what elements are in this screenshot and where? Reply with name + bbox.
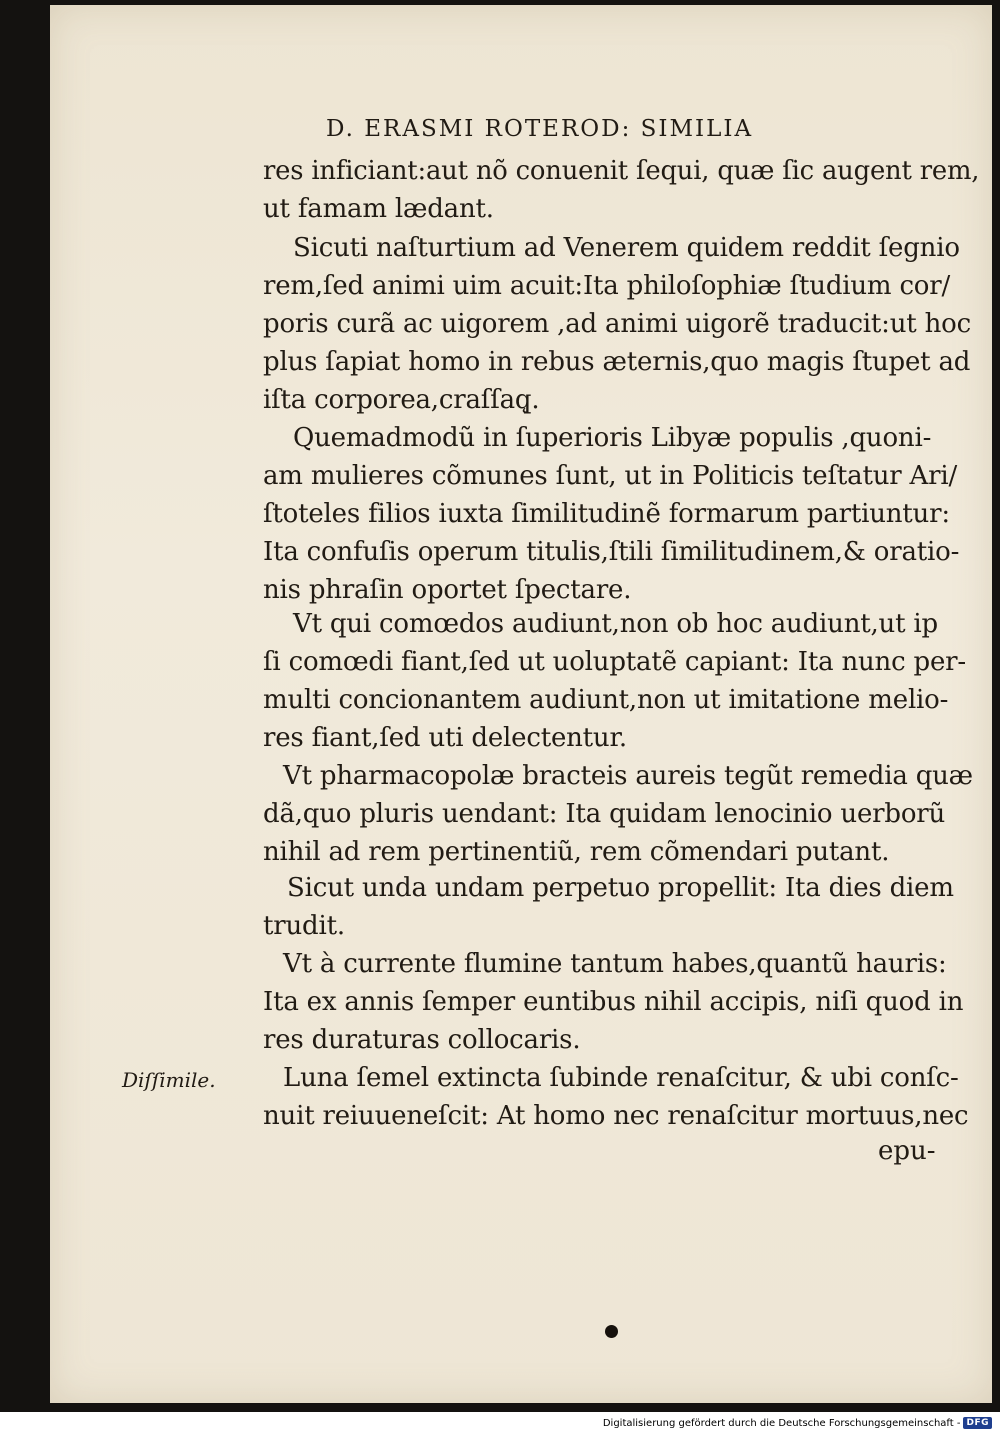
text-line: ſi comœdi fiant,ſed ut uoluptatẽ capiant: Ita nunc per- (263, 647, 966, 677)
text-line: Ita ex annis ſemper euntibus nihil accipis, niſi quod in (263, 987, 964, 1017)
dfg-logo: DFG (963, 1417, 992, 1429)
text-line: multi concionantem audiunt,non ut imitatione melio- (263, 685, 949, 715)
footer-text: Digitalisierung gefördert durch die Deutsche Forschungsgemeinschaft - (602, 1417, 961, 1429)
text-line: trudit. (263, 911, 345, 941)
text-line: dã,quo pluris uendant: Ita quidam lenocinio uerborũ (263, 799, 946, 829)
text-line: nis phraſin oportet ſpectare. (263, 575, 632, 605)
book-page (50, 5, 992, 1403)
text-line: rem,ſed animi uim acuit:Ita philoſophiæ ſtudium cor/ (263, 271, 951, 301)
text-line: ut famam lædant. (263, 194, 494, 224)
text-line: plus ſapiat homo in rebus æternis,quo magis ſtupet ad (263, 347, 971, 377)
running-header: D. ERASMI ROTEROD: SIMILIA (326, 116, 754, 142)
digitization-footer (603, 1415, 992, 1431)
catchword: epu- (878, 1136, 936, 1166)
text-line: Luna ſemel extincta ſubinde renaſcitur, & ubi conſc- (283, 1063, 959, 1093)
text-line: nuit reiuueneſcit: At homo nec renaſcitur mortuus,nec (263, 1101, 969, 1131)
text-line: res inficiant:aut nõ conuenit ſequi, quæ ſic augent rem, (263, 156, 980, 186)
text-line: am mulieres cõmunes ſunt, ut in Politicis teſtatur Ari/ (263, 461, 958, 491)
text-line: res duraturas collocaris. (263, 1025, 581, 1055)
text-line: Quemadmodũ in ſuperioris Libyæ populis ,quoni- (293, 423, 932, 453)
text-line: nihil ad rem pertinentiũ, rem cõmendari putant. (263, 837, 890, 867)
text-line: res fiant,ſed uti delectentur. (263, 723, 627, 753)
text-line: Vt pharmacopolæ bracteis aureis tegũt remedia quæ (283, 761, 973, 791)
page-dot-mark (605, 1325, 618, 1338)
text-line: Sicut unda undam perpetuo propellit: Ita dies diem (287, 873, 954, 903)
text-line: iſta corporea,craſſaq̨. (263, 385, 540, 415)
text-line: Vt qui comœdos audiunt,non ob hoc audiunt,ut ip (293, 609, 938, 639)
text-line: ſtoteles filios iuxta ſimilitudinẽ formarum partiuntur: (263, 499, 950, 529)
text-line: Ita confuſis operum titulis,ſtili ſimilitudinem,& oratio- (263, 537, 960, 567)
text-line: Sicuti naſturtium ad Venerem quidem reddit ſegnio (293, 233, 960, 263)
text-line: Vt à currente flumine tantum habes,quantũ hauris: (283, 949, 947, 979)
text-line: poris curã ac uigorem ,ad animi uigorẽ traducit:ut hoc (263, 309, 971, 339)
marginal-note: Diſſimile. (122, 1068, 216, 1092)
